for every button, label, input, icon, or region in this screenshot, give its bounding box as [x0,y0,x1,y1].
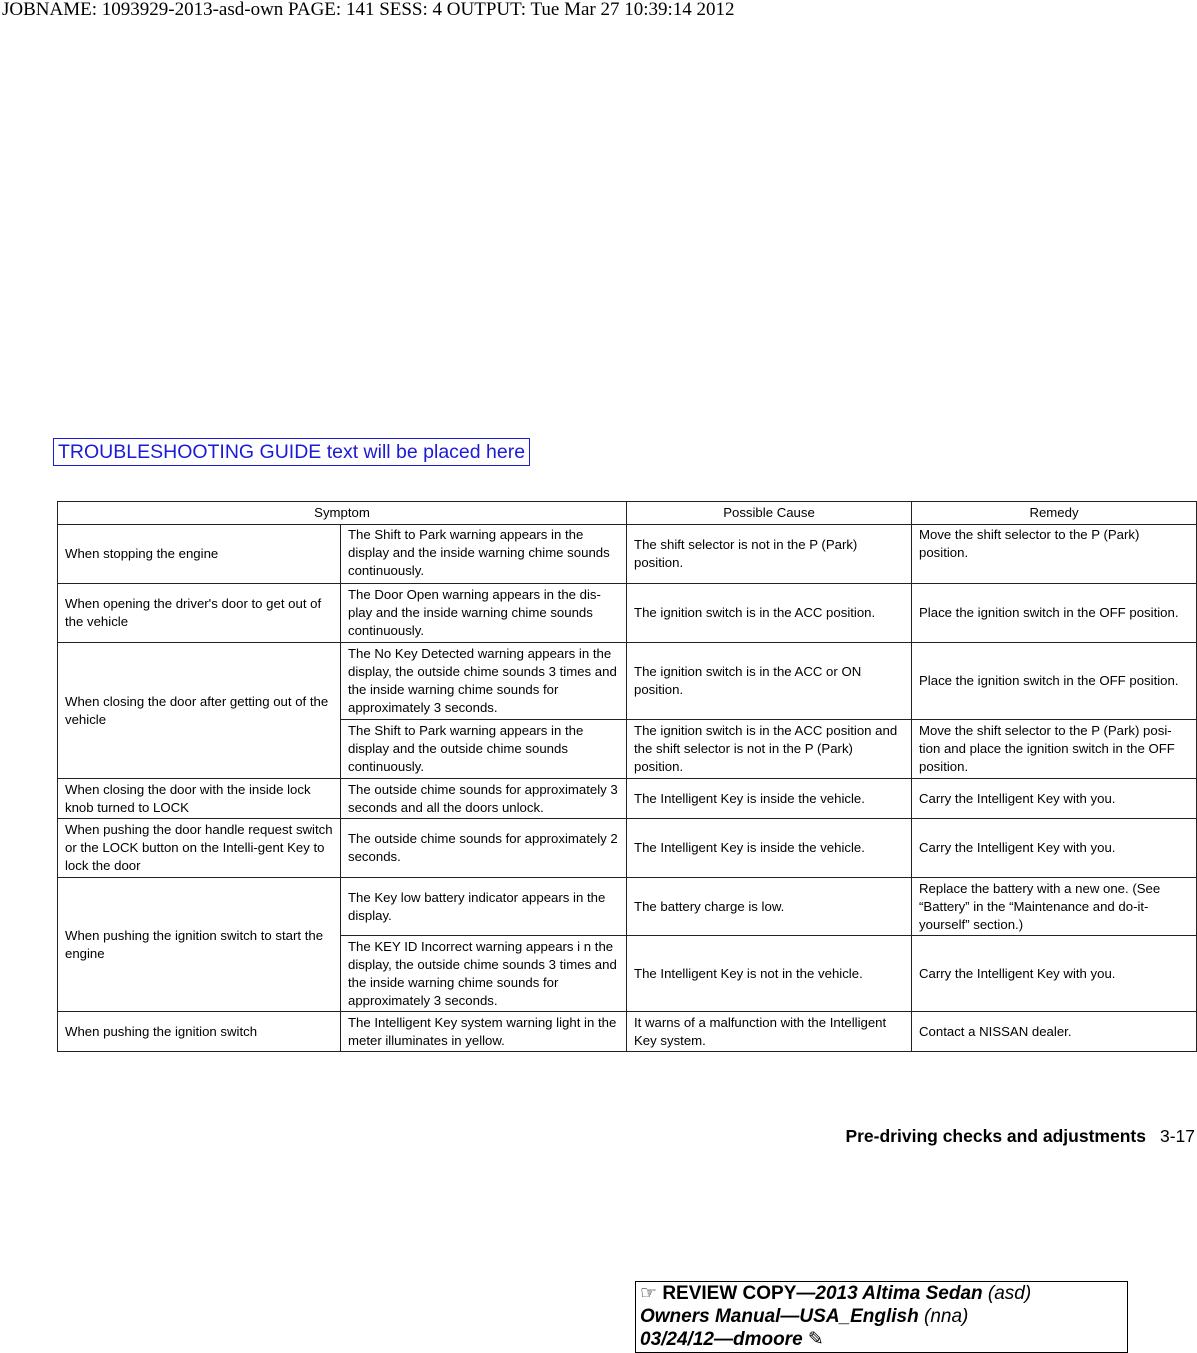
remedy-cell: Replace the battery with a new one. (See “Battery” in the “Maintenance and do-it-yourself” section.) [912,878,1197,936]
situation-cell: When closing the door with the inside lock knob turned to LOCK [58,779,341,819]
table-header-row [58,502,1197,525]
table-row [58,819,1197,878]
symptom-cell: The Intelligent Key system warning light in the meter illuminates in yellow. [341,1012,627,1052]
remedy-cell: Contact a NISSAN dealer. [912,1012,1197,1052]
remedy-cell: Carry the Intelligent Key with you. [912,936,1197,1012]
situation-cell: When pushing the door handle request switch or the LOCK button on the Intelli-gent Key to lock the door [58,819,341,878]
review-model: 2013 Altima Sedan [815,1283,983,1304]
cause-cell: It warns of a malfunction with the Intelligent Key system. [627,1012,912,1052]
header-symptom: Symptom [58,502,627,525]
remedy-cell: Carry the Intelligent Key with you. [912,819,1197,878]
review-manual: Owners Manual—USA_English [640,1306,919,1327]
review-model-code: (asd) [987,1283,1032,1304]
table-row [58,525,1197,584]
pen-icon: ✎ [807,1329,824,1350]
symptom-cell: The KEY ID Incorrect warning appears i n the display, the outside chime sounds 3 times and the inside warning chime sounds for approximately 3 seconds. [341,936,627,1012]
review-line-2 [640,1305,1123,1328]
cause-cell: The ignition switch is in the ACC position. [627,584,912,643]
page-footer [845,1126,1195,1147]
job-header: JOBNAME: 1093929-2013-asd-own PAGE: 141 SESS: 4 OUTPUT: Tue Mar 27 10:39:14 2012 [2,0,735,20]
symptom-cell: The outside chime sounds for approximately 2 seconds. [341,819,627,878]
troubleshooting-table [57,501,1197,1052]
situation-cell: When closing the door after getting out of the vehicle [58,643,341,779]
situation-cell: When stopping the engine [58,525,341,584]
review-line-1 [640,1282,1123,1305]
review-date: 03/24/12—dmoore [640,1329,803,1350]
cause-cell: The Intelligent Key is inside the vehicle. [627,819,912,878]
remedy-cell: Place the ignition switch in the OFF position. [912,584,1197,643]
situation-cell: When opening the driver's door to get out of the vehicle [58,584,341,643]
table-row [58,643,1197,720]
symptom-cell: The Shift to Park warning appears in the display and the outside chime sounds continuously. [341,720,627,779]
table-row [58,584,1197,643]
situation-cell: When pushing the ignition switch to start the engine [58,878,341,1012]
cause-cell: The Intelligent Key is inside the vehicle. [627,779,912,819]
cause-cell: The Intelligent Key is not in the vehicle. [627,936,912,1012]
cause-cell: The ignition switch is in the ACC position and the shift selector is not in the P (Park) position. [627,720,912,779]
table-row [58,1012,1197,1052]
table-row [58,779,1197,819]
symptom-cell: The Door Open warning appears in the dis-play and the inside warning chime sounds continuously. [341,584,627,643]
page-number: 3-17 [1159,1126,1195,1146]
section-title: Pre-driving checks and adjustments [845,1126,1146,1146]
symptom-cell: The Shift to Park warning appears in the display and the inside warning chime sounds continuously. [341,525,627,584]
symptom-cell: The outside chime sounds for approximately 3 seconds and all the doors unlock. [341,779,627,819]
review-line-3 [640,1328,1123,1351]
review-label: REVIEW COPY— [662,1283,816,1304]
header-remedy: Remedy [912,502,1197,525]
symptom-cell: The No Key Detected warning appears in the display, the outside chime sounds 3 times and the inside warning chime sounds for approximately 3 seconds. [341,643,627,720]
remedy-cell: Place the ignition switch in the OFF position. [912,643,1197,720]
cause-cell: The battery charge is low. [627,878,912,936]
symptom-cell: The Key low battery indicator appears in the display. [341,878,627,936]
header-possible-cause: Possible Cause [627,502,912,525]
remedy-cell: Carry the Intelligent Key with you. [912,779,1197,819]
review-manual-code: (nna) [924,1306,969,1327]
cause-cell: The ignition switch is in the ACC or ON position. [627,643,912,720]
cause-cell: The shift selector is not in the P (Park) position. [627,525,912,584]
pointing-hand-icon: ☞ [640,1283,658,1304]
remedy-cell: Move the shift selector to the P (Park) position. [912,525,1197,584]
troubleshooting-placeholder: TROUBLESHOOTING GUIDE text will be placed here [53,438,530,466]
situation-cell: When pushing the ignition switch [58,1012,341,1052]
table-row [58,878,1197,936]
remedy-cell: Move the shift selector to the P (Park) posi-tion and place the ignition switch in the OFF position. [912,720,1197,779]
review-copy-stamp [635,1281,1128,1353]
